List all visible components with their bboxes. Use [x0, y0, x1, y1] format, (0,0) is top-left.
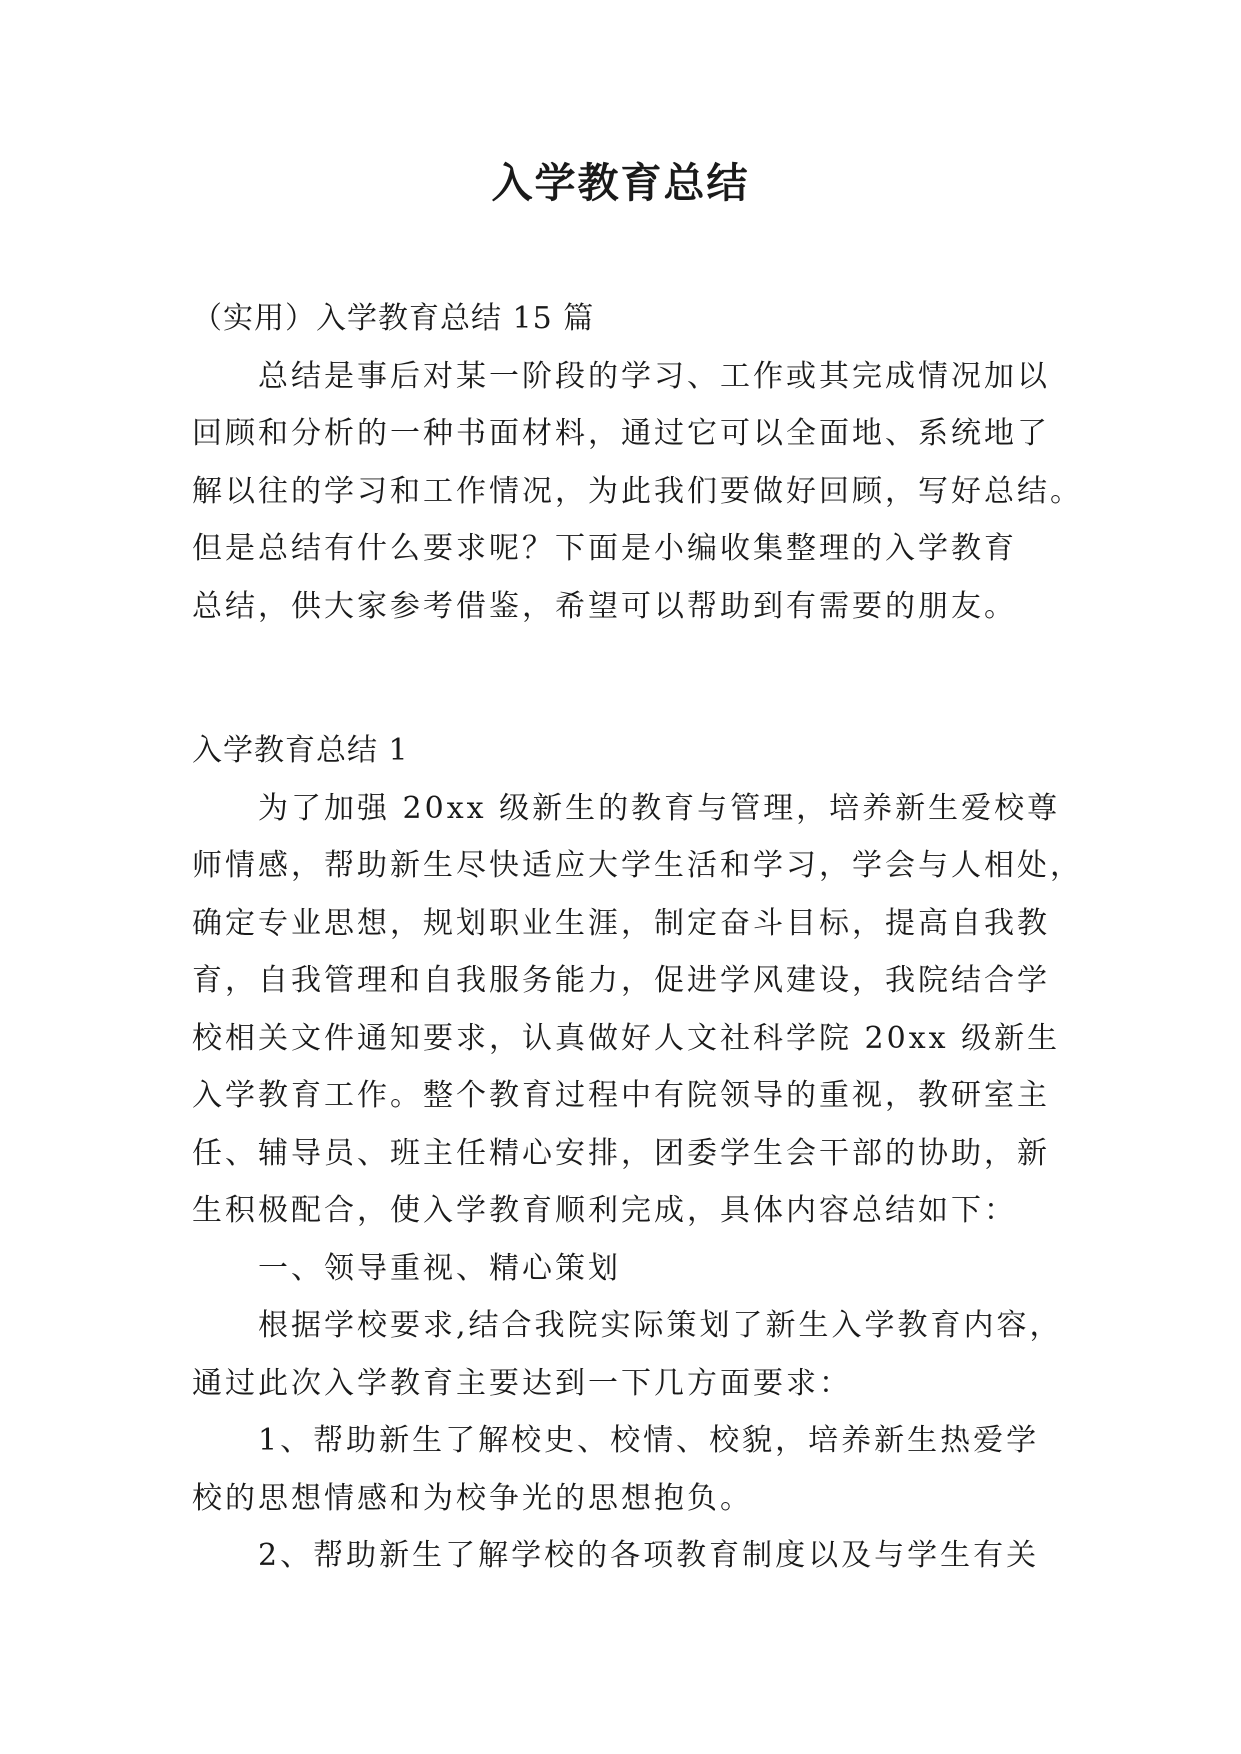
document-body: [192, 290, 1083, 1585]
section-heading: 入学教育总结 1: [192, 733, 409, 768]
section-spacer: [192, 635, 1050, 722]
list-item-line: 1、帮助新生了解校史、校情、校貌，培养新生热爱学: [258, 1423, 1040, 1458]
document-title: 入学教育总结: [491, 159, 750, 207]
intro-line: 但是总结有什么要求呢？下面是小编收集整理的入学教育: [192, 531, 1017, 566]
intro-line: 解以往的学习和工作情况，为此我们要做好回顾，写好总结。: [192, 473, 1083, 509]
paragraph-line: 育，自我管理和自我服务能力，促进学风建设，我院结合学: [192, 963, 1050, 998]
intro-line: 总结，供大家参考借鉴，希望可以帮助到有需要的朋友。: [192, 588, 1017, 624]
paragraph-line: 为了加强 20xx 级新生的教育与管理，培养新生爱校尊: [258, 790, 1061, 826]
list-item-line: 2、帮助新生了解学校的各项教育制度以及与学生有关: [258, 1538, 1040, 1573]
paragraph-line: 任、辅导员、班主任精心安排，团委学生会干部的协助，新: [192, 1135, 1050, 1171]
document-subtitle: （实用）入学教育总结 15 篇: [192, 301, 595, 336]
paragraph-line: 入学教育工作。整个教育过程中有院领导的重视，教研室主: [192, 1078, 1050, 1113]
paragraph-line: 通过此次入学教育主要达到一下几方面要求：: [192, 1365, 852, 1401]
paragraph-line: 师情感，帮助新生尽快适应大学生活和学习，学会与人相处，: [192, 848, 1083, 883]
paragraph-line: 校相关文件通知要求，认真做好人文社科学院 20xx 级新生: [192, 1020, 1061, 1056]
list-item-line: 校的思想情感和为校争光的思想抱负。: [192, 1480, 753, 1516]
intro-line: 总结是事后对某一阶段的学习、工作或其完成情况加以: [258, 358, 1050, 394]
paragraph-line: 根据学校要求,结合我院实际策划了新生入学教育内容，: [258, 1308, 1063, 1343]
paragraph-line: 生积极配合，使入学教育顺利完成，具体内容总结如下：: [192, 1193, 1017, 1228]
paragraph-line: 确定专业思想，规划职业生涯，制定奋斗目标，提高自我教: [192, 905, 1050, 941]
intro-line: 回顾和分析的一种书面材料，通过它可以全面地、系统地了: [192, 416, 1050, 451]
subheading: 一、领导重视、精心策划: [258, 1250, 621, 1286]
